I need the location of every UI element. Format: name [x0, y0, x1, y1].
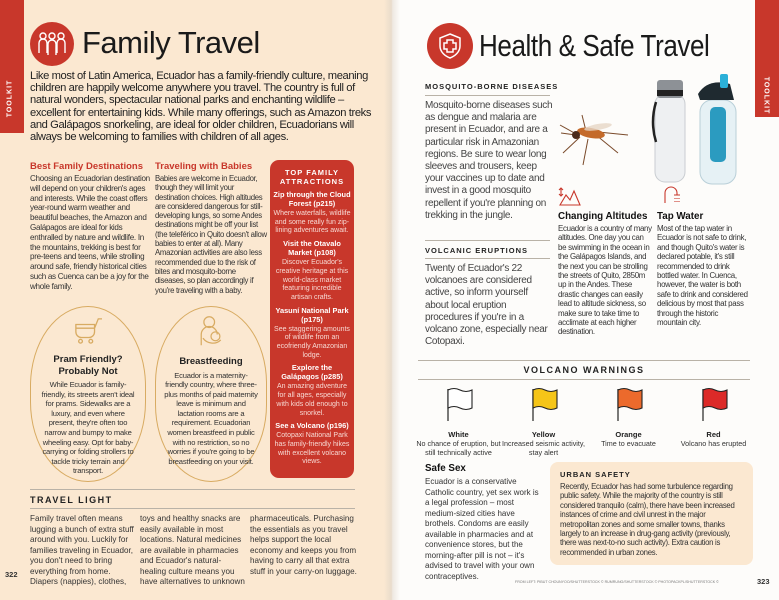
divider	[418, 360, 750, 361]
divider	[30, 508, 355, 509]
divider	[425, 95, 550, 96]
volcano-warning-flags	[416, 387, 756, 457]
water-bottles-photo	[650, 72, 745, 187]
attraction-item	[273, 306, 351, 361]
safe-sex-heading: Safe Sex	[425, 463, 466, 474]
flag-yellow	[501, 387, 586, 457]
top-attractions-box	[270, 160, 354, 478]
tap-water-heading: Tap Water	[657, 211, 704, 222]
attractions-title: TOP FAMILY ATTRACTIONS	[279, 168, 345, 186]
photo-credits: FROM LEFT: PIBUT CHOUNYOO/SHUTTERSTOCK © RUMRUNG/SHUTTERSTOCK © PHOTOPACKPL/SHUTTERSTOCK ©	[515, 580, 719, 584]
volcanic-heading: VOLCANIC ERUPTIONS	[425, 246, 529, 255]
spine	[384, 0, 400, 600]
attraction-desc: Discover Ecuador's creative heritage at this world-class market featuring incredible artisan crafts.	[275, 259, 349, 301]
intro-paragraph: Like most of Latin America, Ecuador has a family-friendly culture, meaning children are happily welcome anywhere you travel. The country is full of natural wonders, spectacular national parks and enchanting wildlife – excellent for entertaining kids. While many offerings, such as Amazon treks and Galápagos snorkeling, are ideal for older children, Ecuadorians will always be welcoming to families with children of all ages.	[30, 70, 372, 144]
urban-safety-box	[550, 462, 753, 565]
attraction-desc: Where waterfalls, wildlife and some really fun zip-lining adventures await.	[273, 210, 351, 235]
toolkit-tab-label: TOOLKIT	[6, 79, 14, 118]
travel-light-col-2: toys and healthy snacks are easily available in most locations. Natural medicines are available in pharmacies and Ecuador's natural-healing culture means you have alternatives to unknown	[140, 514, 245, 586]
urban-safety-heading: URBAN SAFETY	[560, 470, 631, 479]
flag-icon	[699, 387, 729, 421]
attraction-heading: Explore the Galápagos (p285)	[281, 363, 343, 382]
mosquito-photo	[558, 105, 638, 170]
health-shield-icon	[427, 23, 473, 69]
altitudes-text: Ecuador is a country of many altitudes. One day you can be swimming in the ocean in the Galápagos Islands, and the next you can be strolling the streets of Quito, 2850m up in the Andes. These drastic changes can easily lead to altitude sickness, so make sure to take time to acclimate at each higher destination.	[558, 224, 652, 337]
breastfeeding-text: Ecuador is a maternity-friendly country, where three-plus months of paid maternity leave is minimum and lactation rooms are a requirement. Ecuadorian women breastfeed in public with no restriction, so no worries if you're going to be breastfeeding on your visit.	[164, 370, 258, 466]
attraction-heading: See a Volcano (p196)	[275, 421, 349, 431]
babies-text: Babies are welcome in Ecuador, though they will limit your destination choices. High altitudes are considered dangerous for still-developing lungs, so some Andes destinations might be off your list (the teleférico in Quito doesn't allow babies to enter at all). Many Amazonian activities are also less recommended due to the risk of bites and mosquito-borne diseases, so plan accordingly if you're traveling with a baby.	[155, 174, 267, 295]
mountains-altitude-icon	[558, 186, 582, 206]
attraction-desc: Cotopaxi National Park has family-friendly hikes with excellent volcano views.	[274, 432, 350, 466]
altitudes-heading: Changing Altitudes	[558, 211, 648, 222]
best-destinations-text: Choosing an Ecuadorian destination will depend on your children's ages and interests. While the coast offers year-round warm weather and beautiful beaches, the Amazon and Galápagos are ideal for kids enthralled by nature and wildlife. In the mountains, trekking is best for pre-teens and teens, while strolling around safe, friendly historical cities such as Cuenca can be a joy for the whole family.	[30, 174, 150, 291]
urban-safety-text: Recently, Ecuador has had some turbulence regarding public safety. While the majority of the country is still considered tranquilo (calm), there have been increased instances of crime and civil unrest in the major metropolitan zones and some smaller towns, thanks largely to an increase in drug-gang activity (previously, there was next-to-no such activity). Extra caution is recommended in urban zones.	[560, 482, 735, 557]
pram-oval	[30, 306, 146, 482]
flag-icon	[444, 387, 474, 421]
breastfeeding-heading: Breastfeeding	[179, 356, 243, 367]
attraction-item	[273, 239, 351, 303]
breastfeeding-oval	[155, 306, 267, 482]
flag-name: Orange	[615, 430, 642, 439]
attraction-heading: Visit the Otavalo Market (p108)	[283, 239, 341, 258]
divider	[418, 379, 750, 380]
safe-sex-text: Ecuador is a conservative Catholic country, yet sex work is a legal profession – most medium-sized cities have brothels. Condoms are easily available in pharmacies and at convenience stores, but the morning-after pill is not – it's advised to travel with your own contraceptives.	[425, 477, 539, 581]
babies-heading: Traveling with Babies	[155, 161, 253, 172]
travel-light-col-3: pharmaceuticals. Purchasing the essentials as you travel helps support the local economy and keeps you from having to carry all that extra stuff in your carry-on luggage.	[250, 514, 357, 576]
toolkit-tab-right	[755, 0, 779, 117]
mosquito-heading: MOSQUITO-BORNE DISEASES	[425, 82, 559, 91]
tap-water-text: Most of the tap water in Ecuador is not safe to drink, and though Quito's water is declared potable, it's still recommended to drink bottled water. In Cuenca, however, the water is both safe to drink and considered delicious by most that pass through the historic mountain city.	[657, 224, 748, 328]
pram-icon	[71, 317, 105, 345]
page-title: Health & Safe Travel	[479, 28, 710, 63]
flag-orange	[586, 387, 671, 457]
pram-heading: Pram Friendly? Probably Not	[53, 354, 123, 377]
flag-icon	[614, 387, 644, 421]
pram-text: While Ecuador is family-friendly, its streets aren't ideal for prams. Sidewalks are a luxury, and even where present, they're often too narrow and bumpy to make wheeling easy. Opt for baby-carrying or folding strollers to tackle tricky terrain and transport.	[41, 380, 135, 476]
flag-desc: No chance of eruption, but still technically active	[416, 439, 501, 457]
volcanic-text: Twenty of Ecuador's 22 volcanoes are considered active, so inform yourself about local eruption procedures if you're in a volcano zone, especially near Cotopaxi.	[425, 263, 548, 348]
flag-desc: Increased seismic activity, stay alert	[502, 439, 585, 457]
attraction-item	[273, 363, 351, 418]
divider	[425, 258, 550, 259]
breastfeeding-icon	[194, 315, 228, 347]
attraction-item	[273, 421, 351, 467]
attraction-heading: Zip through the Cloud Forest (p215)	[273, 190, 351, 208]
attraction-desc: See staggering amounts of wildlife from an ecofriendly Amazonian lodge.	[274, 325, 350, 359]
flag-desc: Time to evacuate	[601, 439, 656, 448]
divider	[425, 240, 550, 241]
mosquito-text: Mosquito-borne diseases such as dengue and malaria are present in Ecuador, and are a particular risk in Amazonian regions. Be sure to wear long sleeves and trousers, keep your vaccines up to date and invest in a good mosquito repellent if you're planning on trekking in the jungle.	[425, 100, 553, 221]
toolkit-tab-left	[0, 0, 24, 133]
travel-light-heading: TRAVEL LIGHT	[30, 495, 113, 505]
best-destinations-heading: Best Family Destinations	[30, 161, 143, 172]
family-icon	[30, 22, 74, 66]
flag-red	[671, 387, 756, 457]
tap-water-icon	[662, 185, 682, 205]
flag-name: Yellow	[531, 430, 556, 439]
flag-desc: Volcano has erupted	[680, 439, 747, 448]
volcano-warnings-heading: VOLCANO WARNINGS	[523, 365, 645, 375]
attraction-heading: Yasuní National Park (p175)	[275, 305, 349, 324]
page-title: Family Travel	[82, 25, 260, 60]
flag-icon	[529, 387, 559, 421]
page-number-right: 323	[757, 577, 770, 586]
page-number-left: 322	[5, 570, 18, 579]
attraction-item	[273, 190, 351, 236]
divider	[30, 489, 355, 490]
flag-white	[416, 387, 501, 457]
travel-light-col-1: Family travel often means lugging a bunch of extra stuff around with you. Luckily for families traveling in Ecuador, you don't need to bring everything from home. Diapers (nappies), clothes,	[30, 514, 134, 586]
toolkit-tab-label: TOOLKIT	[762, 76, 770, 115]
flag-name: Red	[706, 430, 721, 439]
attraction-desc: An amazing adventure for all ages, especially with kids old enough to snorkel.	[276, 383, 348, 417]
flag-name: White	[448, 430, 469, 439]
